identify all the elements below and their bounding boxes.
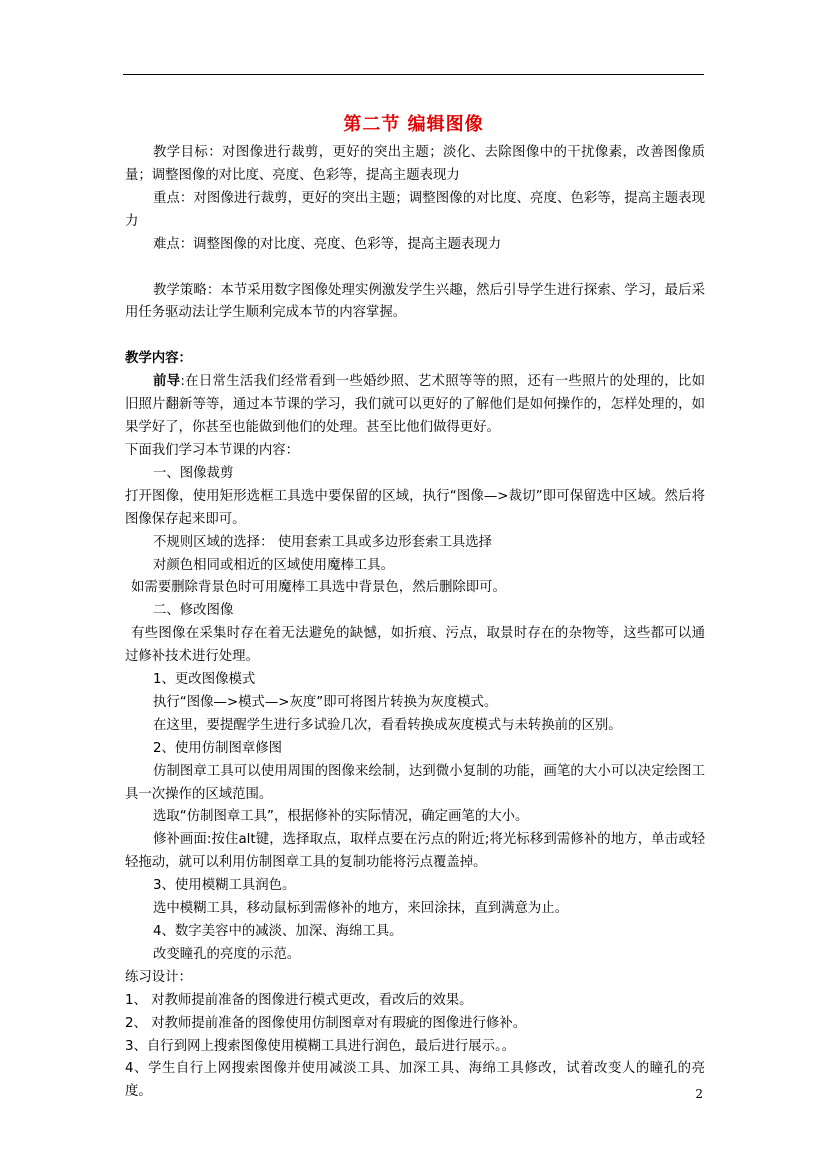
section2-2-title: 2、使用仿制图章修图: [153, 740, 283, 756]
teaching-difficulty: 难点：调整图像的对比度、亮度、色彩等，提高主题表现力: [153, 236, 502, 252]
section-title: 第二节 编辑图像: [343, 114, 484, 135]
section1-p3: 对颜色相同或相近的区域使用魔棒工具。: [153, 557, 395, 573]
section1-p2: 不规则区域的选择： 使用套索工具或多边形套索工具选择: [153, 534, 493, 550]
practice-title: 练习设计：: [125, 969, 192, 985]
page-number: 2: [695, 1087, 703, 1101]
section2-2-p3: 修补画面:按住alt键，选择取点，取样点要在污点的附近;将光标移到需修补的地方，单击或轻轻拖动，就可以利用仿制图章工具的复制功能将污点覆盖掉。: [125, 832, 705, 871]
practice-item: 3、自行到网上搜索图像使用模糊工具进行润色，最后进行展示。。: [125, 1038, 516, 1054]
intro-text: :在日常生活我们经常看到一些婚纱照、艺术照等等的照，还有一些照片的处理的，比如旧照片翻新等等，通过本节课的学习，我们就可以更好的了解他们是如何操作的，怎样处理的，如果学好了，你甚至也能做到他们的处理。甚至比他们做得更好。: [125, 374, 705, 436]
section2-p1: 有些图像在采集时存在着无法避免的缺憾，如折痕、污点，取景时存在的杂物等，这些都可以通过修补技术进行处理。: [125, 626, 705, 665]
section2-3-p1: 选中模糊工具，移动鼠标到需修补的地方，来回涂抹，直到满意为止。: [153, 901, 569, 917]
practice-item: 1、 对教师提前准备的图像进行模式更改，看改后的效果。: [125, 992, 473, 1008]
section2-2-p2: 选取“仿制图章工具”，根据修补的实际情况，确定画笔的大小。: [153, 809, 529, 825]
below-line: 下面我们学习本节课的内容：: [125, 442, 300, 458]
section2-1-p2: 在这里，要提醒学生进行多试验几次，看看转换成灰度模式与未转换前的区别。: [153, 717, 622, 733]
section1-p1: 打开图像，使用矩形选框工具选中要保留的区域，执行“图像—>裁切”即可保留选中区域。然后将图像保存起来即可。: [125, 488, 705, 527]
section2-title: 二、修改图像: [153, 603, 234, 619]
teaching-focus: 重点：对图像进行裁剪，更好的突出主题；调整图像的对比度、亮度、色彩等，提高主题表现力: [125, 190, 705, 229]
section1-p4: 如需要删除背景色时可用魔棒工具选中背景色，然后删除即可。: [131, 580, 506, 596]
section2-1-title: 1、更改图像模式: [153, 672, 256, 688]
section1-title: 一、图像裁剪: [153, 465, 234, 481]
content-heading: 教学内容：: [125, 351, 192, 367]
section2-3-title: 3、使用模糊工具润色。: [153, 878, 296, 894]
header-rule: [123, 74, 704, 75]
intro-paragraph: [125, 371, 705, 440]
teaching-goal: 教学目标：对图像进行裁剪，更好的突出主题；淡化、去除图像中的干扰像素，改善图像质量；调整图像的对比度、亮度、色彩等，提高主题表现力: [125, 145, 705, 183]
body-content: [125, 142, 705, 1104]
section2-2-p1: 仿制图章工具可以使用周围的图像来绘制，达到微小复制的功能，画笔的大小可以决定绘图工具一次操作的区域范围。: [125, 763, 705, 802]
section2-1-p1: 执行“图像—>模式—>灰度”即可将图片转换为灰度模式。: [153, 694, 498, 710]
practice-item: 2、 对教师提前准备的图像使用仿制图章对有瑕疵的图像进行修补。: [125, 1015, 527, 1031]
practice-item: 4、学生自行上网搜索图像并使用减淡工具、加深工具、海绵工具修改，试着改变人的瞳孔的亮度。: [125, 1061, 705, 1100]
intro-label: 前导: [153, 374, 181, 390]
section2-4-title: 4、数字美容中的减淡、加深、海绵工具。: [153, 924, 403, 939]
teaching-strategy: 教学策略：本节采用数字图像处理实例激发学生兴趣，然后引导学生进行探索、学习，最后采用任务驱动法让学生顺利完成本节的内容掌握。: [125, 282, 705, 321]
section2-4-p1: 改变瞳孔的亮度的示范。: [153, 946, 301, 962]
